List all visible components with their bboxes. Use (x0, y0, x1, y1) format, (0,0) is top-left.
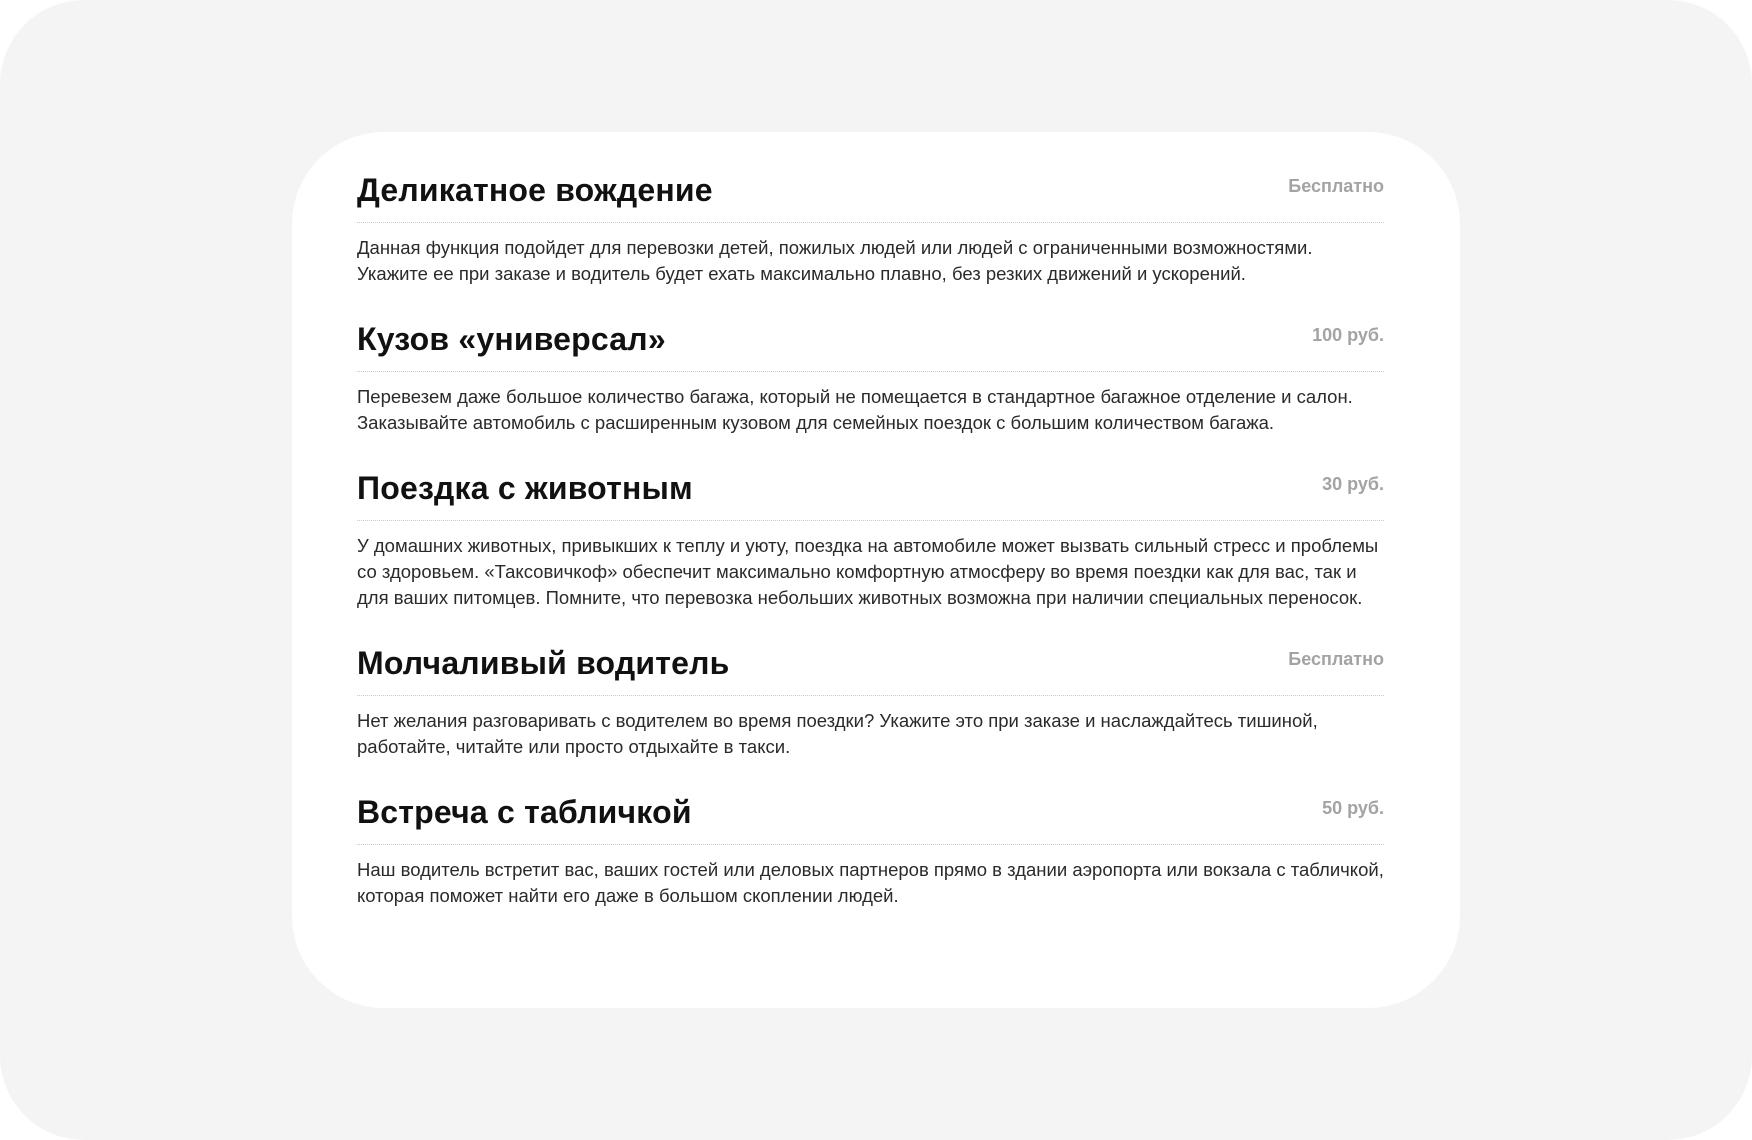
option-title: Молчаливый водитель (357, 645, 730, 681)
option-header (357, 319, 1384, 372)
option-gentle-driving (357, 170, 1384, 287)
option-description: Данная функция подойдет для перевозки детей, пожилых людей или людей с ограниченными возможностями. Укажите ее при заказе и водитель будет ехать максимально плавно, без резких движений и ускорений. (357, 237, 1313, 284)
option-price: 30 руб. (1322, 474, 1384, 494)
option-title: Деликатное вождение (357, 172, 713, 208)
option-description: Наш водитель встретит вас, ваших гостей или деловых партнеров прямо в здании аэропорта или вокзала с табличкой, которая поможет найти его даже в большом скоплении людей. (357, 859, 1384, 906)
option-description: Перевезем даже большое количество багажа, который не помещается в стандартное багажное отделение и салон. Заказывайте автомобиль с расширенным кузовом для семейных поездок с большим количеством багажа. (357, 386, 1353, 433)
option-header (357, 170, 1384, 223)
option-meet-with-sign (357, 792, 1384, 909)
option-price: Бесплатно (1288, 649, 1384, 669)
option-header (357, 468, 1384, 521)
option-description: У домашних животных, привыкших к теплу и уюту, поездка на автомобиле может вызвать сильный стресс и проблемы со здоровьем. «Таксовичкоф» обеспечит максимально комфортную атмосферу во время поездки как для вас, так и для ваших питомцев. Помните, что перевозка небольших животных возможна при наличии специальных переносок. (357, 535, 1379, 608)
option-silent-driver (357, 643, 1384, 760)
option-price: Бесплатно (1288, 176, 1384, 196)
option-price: 50 руб. (1322, 798, 1384, 818)
option-price: 100 руб. (1312, 325, 1384, 345)
option-title: Поездка с животным (357, 470, 693, 506)
option-title: Встреча с табличкой (357, 794, 692, 830)
option-station-wagon (357, 319, 1384, 436)
options-card (292, 132, 1460, 1008)
option-pet-ride (357, 468, 1384, 611)
options-list (357, 170, 1384, 941)
option-description: Нет желания разговаривать с водителем во время поездки? Укажите это при заказе и наслаждайтесь тишиной, работайте, читайте или просто отдыхайте в такси. (357, 710, 1318, 757)
option-header (357, 643, 1384, 696)
option-header (357, 792, 1384, 845)
option-title: Кузов «универсал» (357, 321, 666, 357)
